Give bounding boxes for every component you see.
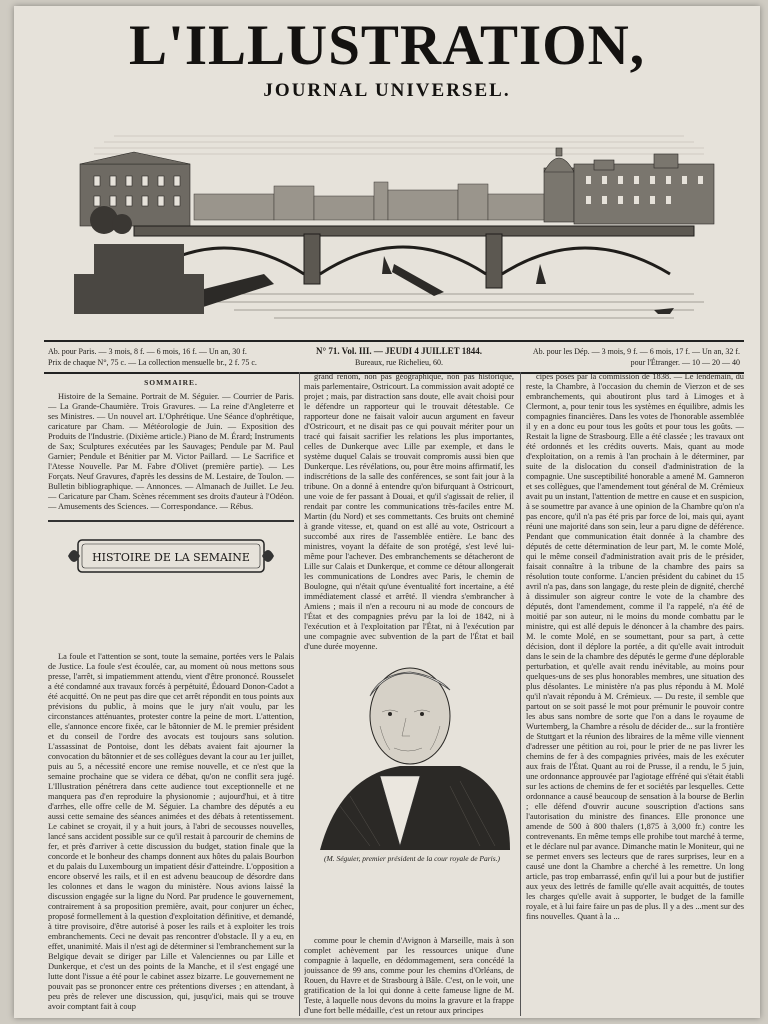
- histoire-banner: [68, 534, 274, 578]
- history-column-text: [48, 652, 294, 1016]
- foreign-subscription-rates: pour l'Étranger. — 10 — 20 — 40: [630, 358, 740, 367]
- column2-top-text: grand renom, non pas géographique, non pas historique, mais parlementaire, Ostricourt. La commission avait adopté ce projet ; mais, par distraction sans doute, elle avait choisi pour le défendre un rapporteur qui le trouvait détestable. Ce rapporteur done ne faisait valoir aucun argument en faveur d'Ostricourt, et ne disait pas ce qui pouvait mériter pour un tracé qui faisait sacrifier les relations les plus importantes, celles de Dunkerque avec Lille par exemple, et dans le système duquel Calais se trouvait compromis aussi bien que Dunkerque. Les révélations, ou, pour être moins affirmatif, les indiscrétions de la salle des conférences, se sont fait jour à la tribune. On a donné à entendre qu'on bifurquant à Ostricourt, une voie de fer passant à Douai, et qu'il s'agissait de relier, il rendait par contre les communications très-faciles entre M. Martin (du Nord) et ses commettants. Ces bruits ont cheminé à grande vitesse, et, quand on est allé au vote, Ostricourt a succombé aux rires de l'assemblée entière. Le banc des ministres, voyant la défaite de son protégé, s'est levé lui-même pour l'achever. Des embranchements se détacheront de Lille sur Calais et Dunkerque, et comme ce détour allongerait les communications de Londres avec Paris, le chemin de Boulogne, qui n'était qu'une éventualité fort incertaine, a été immédiatement classé et arrêté. Il viendra s'embrancher à Amiens ; mais il n'en a recouru ni au mode de concours de l'État et des compagnies prévu par la loi de 1842, ni à l'exécution et à l'exploitation par l'État, ni à l'exécution par une compagnie avec subvention de la part de l'État et bail d'une durée moyenne.: [304, 372, 514, 651]
- histoire-banner-text: HISTOIRE DE LA SEMAINE: [92, 551, 250, 564]
- sommaire-heading: SOMMAIRE.: [144, 378, 198, 387]
- subscription-info-bar: [44, 340, 744, 374]
- sommaire-box: [48, 378, 294, 514]
- newspaper-title: L'ILLUSTRATION,: [128, 14, 645, 77]
- column-divider: [520, 372, 521, 1016]
- sommaire-text: Histoire de la Semaine. Portrait de M. Séguier. — Courrier de Paris. — La Grande-Chaumière. Trois Gravures. — La reine d'Angleterre et ses Ministres. — Un nouvel art. L'Ophrétique. Une Séance d'ophrétique, caricature par Cham. — Météorologie de Juin. — Exposition des Produits de l'Industrie. (Dixième article.) Piano de M. Érard; Instruments de Sax; Sculptures exécutées par les Sauvages; Pendule par M. Paul Garnier; Pendule et Bénitier par M. Victor Paillard. — Le Sacrifice et l'Atesse Nouvelle. Par M. Fabre d'Olivet (première partie). — Les Forçats. Neuf Gravures, d'après les dessins de M. Lestaire, de Toulon. — Bulletin bibliographique. — Annonces. — Almanach de Juillet. Le Jeu. — Caricature par Cham. Scènes récemment ses droits d'auteur à l'Odéon. — Amusements des Sciences. — Correspondance. — Rébus.: [48, 392, 294, 511]
- departments-subscription-rates: Ab. pour les Dép. — 3 mois, 9 f. — 6 mois, 17 f. — Un an, 32 f.: [532, 347, 740, 356]
- office-address: Bureaux, rue Richelieu, 60.: [355, 358, 443, 367]
- newspaper-subtitle: JOURNAL UNIVERSEL.: [263, 80, 511, 101]
- paris-subscription-rates: Ab. pour Paris. — 3 mois, 8 f. — 6 mois, 16 f. — Un an, 30 f.: [48, 347, 247, 356]
- issue-number-date: N° 71. Vol. III. — JEUDI 4 JUILLET 1844.: [316, 346, 482, 356]
- column3-text: [526, 372, 744, 1016]
- paris-bridge-engraving: [74, 124, 724, 336]
- portrait-caption: (M. Séguier, premier président de la cour royale de Paris.): [323, 854, 501, 863]
- seguier-portrait: [310, 656, 514, 850]
- column-divider: [299, 372, 300, 1016]
- newspaper-page: [14, 6, 760, 1018]
- masthead: [14, 6, 760, 102]
- column3-body: cipes posés par la commission de 1838. — Le lendemain, du reste, la Chambre, à l'occasion du chemin de Vierzon et de ses embranchements, qui aboutiront plus tard à Limoges et à Clermont, a, pour tenir tous les systèmes en équilibre, admis les compagnies financières. Dans les votes de l'honorable assemblée il y en a donc eu pour tous les goûts et pour tous les goûts. — Restait la ligne de Strasbourg. Elle a été classée ; les travaux ont été ordonnés et les crédits ouverts. Mais, quant au mode d'exploitation, on a remis à l'an prochain à le déterminer, par suite de la dislocation du conseil d'administration de la compagnie. Une susceptibilité honorable a amené M. Gamneron et ses collègues, que l'amendement tout général de M. Crémieux avait pu un instant, l'attention de mettre en cause et en suspicion, à se soumettre par avance à une opinion de la Chambre qu'on n'a pas encore, qu'il n'a pas été pris par force de loi, mais qui, ayant réuni une majorité dans son sein, leur a paru digne de déférence. Pendant que communication était donnée à la chambre des députés de cette détermination de leur part, M. le comte Molé, qui le même conseil d'administration avait pris de le présider, faisait connaître à la tribune de la chambre des pairs sa résolution toute conforme. L'ancien président du cabinet du 15 avril n'a pas, dans son langage, du reste plein de dignité, cherché à dissimuler son aigreur contre le vote de la chambre des députés, dont l'amendement, comme il l'a rappelé, n'a été de moitié par son auteur, ni le moins du monde combattu par le ministre, qui est allé depuis le dénoncer à la chambre des pairs. M. le comte Molé, en se soumettant, pour sa part, à cette décision, dont il déplore la portée, a dit qu'elle avait introduit dans le sein de la chambre des députés le germe d'une déplorable perturbation, et qu'elle avait rendu inévitable, au moins pour quelques-uns de ses plus honorables membres, une situation des plus désolantes. Le ministère n'a pas plus répondu à M. Molé qu'il n'avait répondu à M. Crémieux. — Du reste, il semble que partout on se soit passé le mot pour prémunir le pouvoir contre les abus sans nombre de sorte que l'on a dans le royaume de Wurtemberg, la Chambre a résolu de décider de... sur la frontière de Stuttgart et la réunion des libraires de la même ville viennent d'adresser une pétition au roi, pour le prier de ne pas livrer les chemins de fer à des compagnies privées, mais de les exécuter aux frais de l'État. Quant au roi de Prusse, il a rendu, le 5 juin, une ordonnance approuvée par l'agiotage effréné qui s'était établi sur les actions de chemins de fer et sociétés par lesquelles. Cette ordonnance a causé beaucoup de sensation à la bourse de Berlin ; elle défend d'ouvrir aucune souscription d'actions sans l'autorisation du ministre des finances. Elle prononce une amende de 500 à 800 thalers (1,875 à 3,000 fr.) contre les contrevenants. En même temps elle prohibe tout marché à terme, et le déclare nul par avance. Dimanche matin le Moniteur, qui ne se permet envers ses lecteurs que de rares surprises, leur en a causé une dont la Chambre a cherché à les remettre. Un long article, pas trop embarrassé, enfin qu'il lui a pour but de justifier aux yeux des lettrés de famille qu'elle avait acquittés, de toutes les charges qu'elle avait à supporter, le budget de la famille royale, et à lui faire faire un pas de plus. Il y a des ...ment sur des fins nouvelles. Quant à la ...: [526, 372, 744, 921]
- issue-price: Prix de chaque N°, 75 c. — La collection mensuelle br., 2 f. 75 c.: [48, 358, 257, 367]
- history-text: La foule et l'attention se sont, toute la semaine, portées vers le Palais de Justice. La foule s'est écoulée, car, au moment où nous mettons sous presse, l'arrêt, si impatiemment attendu, vient d'être prononcé. Rousselet a été condamné aux travaux forcés à perpétuité, Édouard Donon-Cadot a été acquitté. On ne peut pas dire que cet arrêt répondit en tous points aux prévisions du public, à moins que le jury n'ait voulu, par les circonstances atténuantes, protester contre la peine de mort. L'attention, elle, s'annonce encore fixée, car le bâtonnier de M. le premier président et du conseil de l'ordre des avocats est toujours sans solution. L'assassinat de Pontoise, dont les débats avaient fait ajourner la convocation du bâtonnier et de ses collègues devant la cour au 1er juillet, puis au 5, a nécessité encore une remise nouvelle, et ce n'est que la semaine prochaine que se videra ce débat, qu'on ne conflit sera jugé. L'Illustration pénétrera dans cette audience tout exceptionnelle et ne manquera pas d'en reproduire la physionomie ; aujourd'hui, et à titre d'arrhes, elle offre celle de M. Séguier. La chambre des députés a eu aussi cette semaine des séances animées et des débats à retentissement. Le cabinet se croyait, il y a huit jours, à l'abri de secousses nouvelles, lancé sans accident possible sur ce qu'il restait à parcourir de chemins de fer, et près d'arriver à cette discussion du budget, station finale que la concorde et le bonheur des champs donnent aux hôtes du palais Bourbon et du palais du Luxembourg un impatient désir d'atteindre. L'opposition a encore observé les rails, et il en est advenu beaucoup de désordre dans les colonnes et dans le wagon du ministère. Nous avions laissé la discussion engagée sur la ligne du Nord. Par prudence le gouvernement, contrairement à sa proposition première, avait, pour conjurer un échec, proposé formellement à la question d'exploitation définitive, et demandé, à titre provisoire, d'être autorisé à poser les rails et à exploiter les trois embranchements. Ceci ne devait pas rencontrer d'obstacle. Il y a eu, en effet, unanimité. Mais il n'est agi de déterminer si l'embranchement sur la Belgique devait se diriger par Lille et Valenciennes ou par Lille et Dunkerque, et c'est un des points de la Manche, et il s'est engagé une lutte dont l'issue a été pour le cabinet assez bizarre. Le gouvernement ne pouvait pas se prononcer entre ces prétentions diverses ; en attendant, à peu près de relever une discussion, qui, jusqu'ici, mais qui se trouve avoir comptant fait à coup: [48, 652, 294, 1011]
- column2-bottom: [304, 936, 514, 1016]
- column2-bottom-text: comme pour le chemin d'Avignon à Marseille, mais à son complet achèvement par les ressources unique d'une compagnie à laquelle, en dédommagement, sera concédé la jouissance de 99 ans, comme pour les chemins d'Orléans, de Rouen, du Havre et de Strasbourg à Bâle. C'est, on le voit, une gratification de la loi qui donne à cette fameuse ligne de M. Teste, à laquelle nous devons du moins la gravure et la frappe d'une fort belle médaille, c'est un retour aux principes: [304, 936, 514, 1015]
- column2-text: [304, 372, 514, 672]
- divider: [48, 520, 294, 522]
